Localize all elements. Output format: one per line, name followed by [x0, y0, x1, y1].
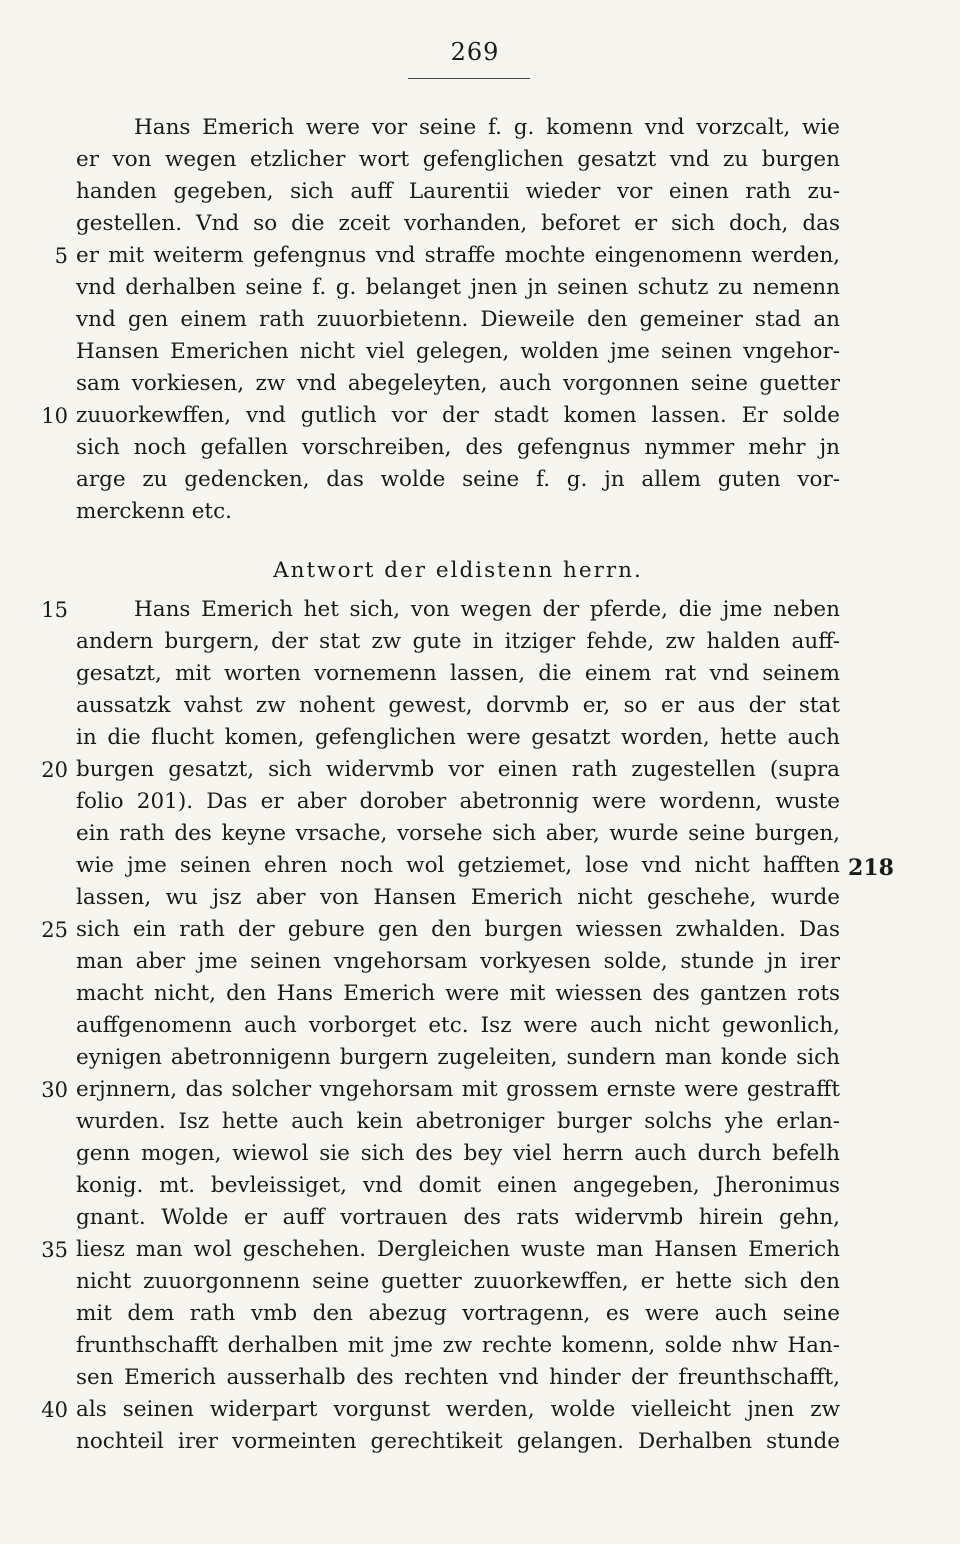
line-number: 40 — [41, 1398, 68, 1422]
text-line: wie jme seinen ehren noch wol getziemet, lose vnd nicht hafften — [76, 853, 840, 878]
text-line: gesatzt, mit worten vornemenn lassen, die einem rat vnd seinem — [76, 661, 840, 686]
line-number: 15 — [41, 598, 68, 622]
line-number: 35 — [41, 1238, 68, 1262]
text-line: er mit weiterm gefengnus vnd straffe mochte eingenomenn werden, — [76, 243, 840, 268]
text-line: in die flucht komen, gefenglichen were gesatzt worden, hette auch — [76, 725, 840, 750]
text-line: konig. mt. bevleissiget, vnd domit einen angegeben, Jheronimus — [76, 1173, 840, 1198]
text-line: Hansen Emerichen nicht viel gelegen, wolden jme seinen vngehor- — [76, 339, 840, 364]
line-number: 30 — [41, 1078, 68, 1102]
text-line: merckenn etc. — [76, 499, 232, 524]
text-line: sam vorkiesen, zw vnd abegeleyten, auch vorgonnen seine guetter — [76, 371, 840, 396]
text-line: liesz man wol geschehen. Dergleichen wuste man Hansen Emerich — [76, 1237, 840, 1262]
text-line: andern burgern, der stat zw gute in itziger fehde, zw halden auff- — [76, 629, 840, 654]
text-line: folio 201). Das er aber dorober abetronnig were wordenn, wuste — [76, 789, 840, 814]
text-line: sich ein rath der gebure gen den burgen wiessen zwhalden. Das — [76, 917, 840, 942]
line-number: 25 — [41, 918, 68, 942]
text-line: er von wegen etzlicher wort gefenglichen gesatzt vnd zu burgen — [76, 147, 840, 172]
line-number: 5 — [54, 244, 68, 268]
text-line: Hans Emerich het sich, von wegen der pferde, die jme neben — [134, 597, 840, 622]
text-line: arge zu gedencken, das wolde seine f. g. jn allem guten vor- — [76, 467, 840, 492]
text-line: sen Emerich ausserhalb des rechten vnd hinder der freunthschafft, — [76, 1365, 840, 1390]
text-line: gnant. Wolde er auff vortrauen des rats widervmb hirein gehn, — [76, 1205, 840, 1230]
folio-reference: 218 — [848, 855, 894, 881]
text-line: macht nicht, den Hans Emerich were mit wiessen des gantzen rots — [76, 981, 840, 1006]
text-line: eynigen abetronnigenn burgern zugeleiten, sundern man konde sich — [76, 1045, 840, 1070]
line-number: 10 — [41, 404, 68, 428]
text-line: gestellen. Vnd so die zceit vorhanden, beforet er sich doch, das — [76, 211, 840, 236]
text-line: mit dem rath vmb den abezug vortragenn, es were auch seine — [76, 1301, 840, 1326]
line-number: 20 — [41, 758, 68, 782]
text-line: frunthschafft derhalben mit jme zw rechte komenn, solde nhw Han- — [76, 1333, 840, 1358]
text-line: handen gegeben, sich auff Laurentii wieder vor einen rath zu- — [76, 179, 840, 204]
text-line: vnd gen einem rath zuuorbietenn. Dieweile den gemeiner stad an — [76, 307, 840, 332]
text-line: Hans Emerich were vor seine f. g. komenn vnd vorzcalt, wie — [134, 115, 840, 140]
text-line: als seinen widerpart vorgunst werden, wolde vielleicht jnen zw — [76, 1397, 840, 1422]
text-line: aussatzk vahst zw nohent gewest, dorvmb er, so er aus der stat — [76, 693, 840, 718]
section-heading: Antwort der eldistenn herrn. — [273, 558, 643, 583]
page-number-rule — [408, 78, 530, 79]
text-line: ein rath des keyne vrsache, vorsehe sich aber, wurde seine burgen, — [76, 821, 840, 846]
text-line: zuuorkewffen, vnd gutlich vor der stadt komen lassen. Er solde — [76, 403, 840, 428]
text-line: vnd derhalben seine f. g. belanget jnen jn seinen schutz zu nemenn — [76, 275, 840, 300]
text-line: man aber jme seinen vngehorsam vorkyesen solde, stunde jn irer — [76, 949, 840, 974]
text-line: lassen, wu jsz aber von Hansen Emerich nicht geschehe, wurde — [76, 885, 840, 910]
page-number: 269 — [450, 38, 500, 66]
text-line: wurden. Isz hette auch kein abetroniger burger solchs yhe erlan- — [76, 1109, 840, 1134]
text-line: nochteil irer vormeinten gerechtikeit gelangen. Derhalben stunde — [76, 1429, 840, 1454]
text-line: nicht zuuorgonnenn seine guetter zuuorkewffen, er hette sich den — [76, 1269, 840, 1294]
text-line: genn mogen, wiewol sie sich des bey viel herrn auch durch befelh — [76, 1141, 840, 1166]
text-line: burgen gesatzt, sich widervmb vor einen rath zugestellen (supra — [76, 757, 840, 782]
text-line: erjnnern, das solcher vngehorsam mit grossem ernste were gestrafft — [76, 1077, 840, 1102]
text-line: sich noch gefallen vorschreiben, des gefengnus nymmer mehr jn — [76, 435, 840, 460]
text-line: auffgenomenn auch vorborget etc. Isz were auch nicht gewonlich, — [76, 1013, 840, 1038]
